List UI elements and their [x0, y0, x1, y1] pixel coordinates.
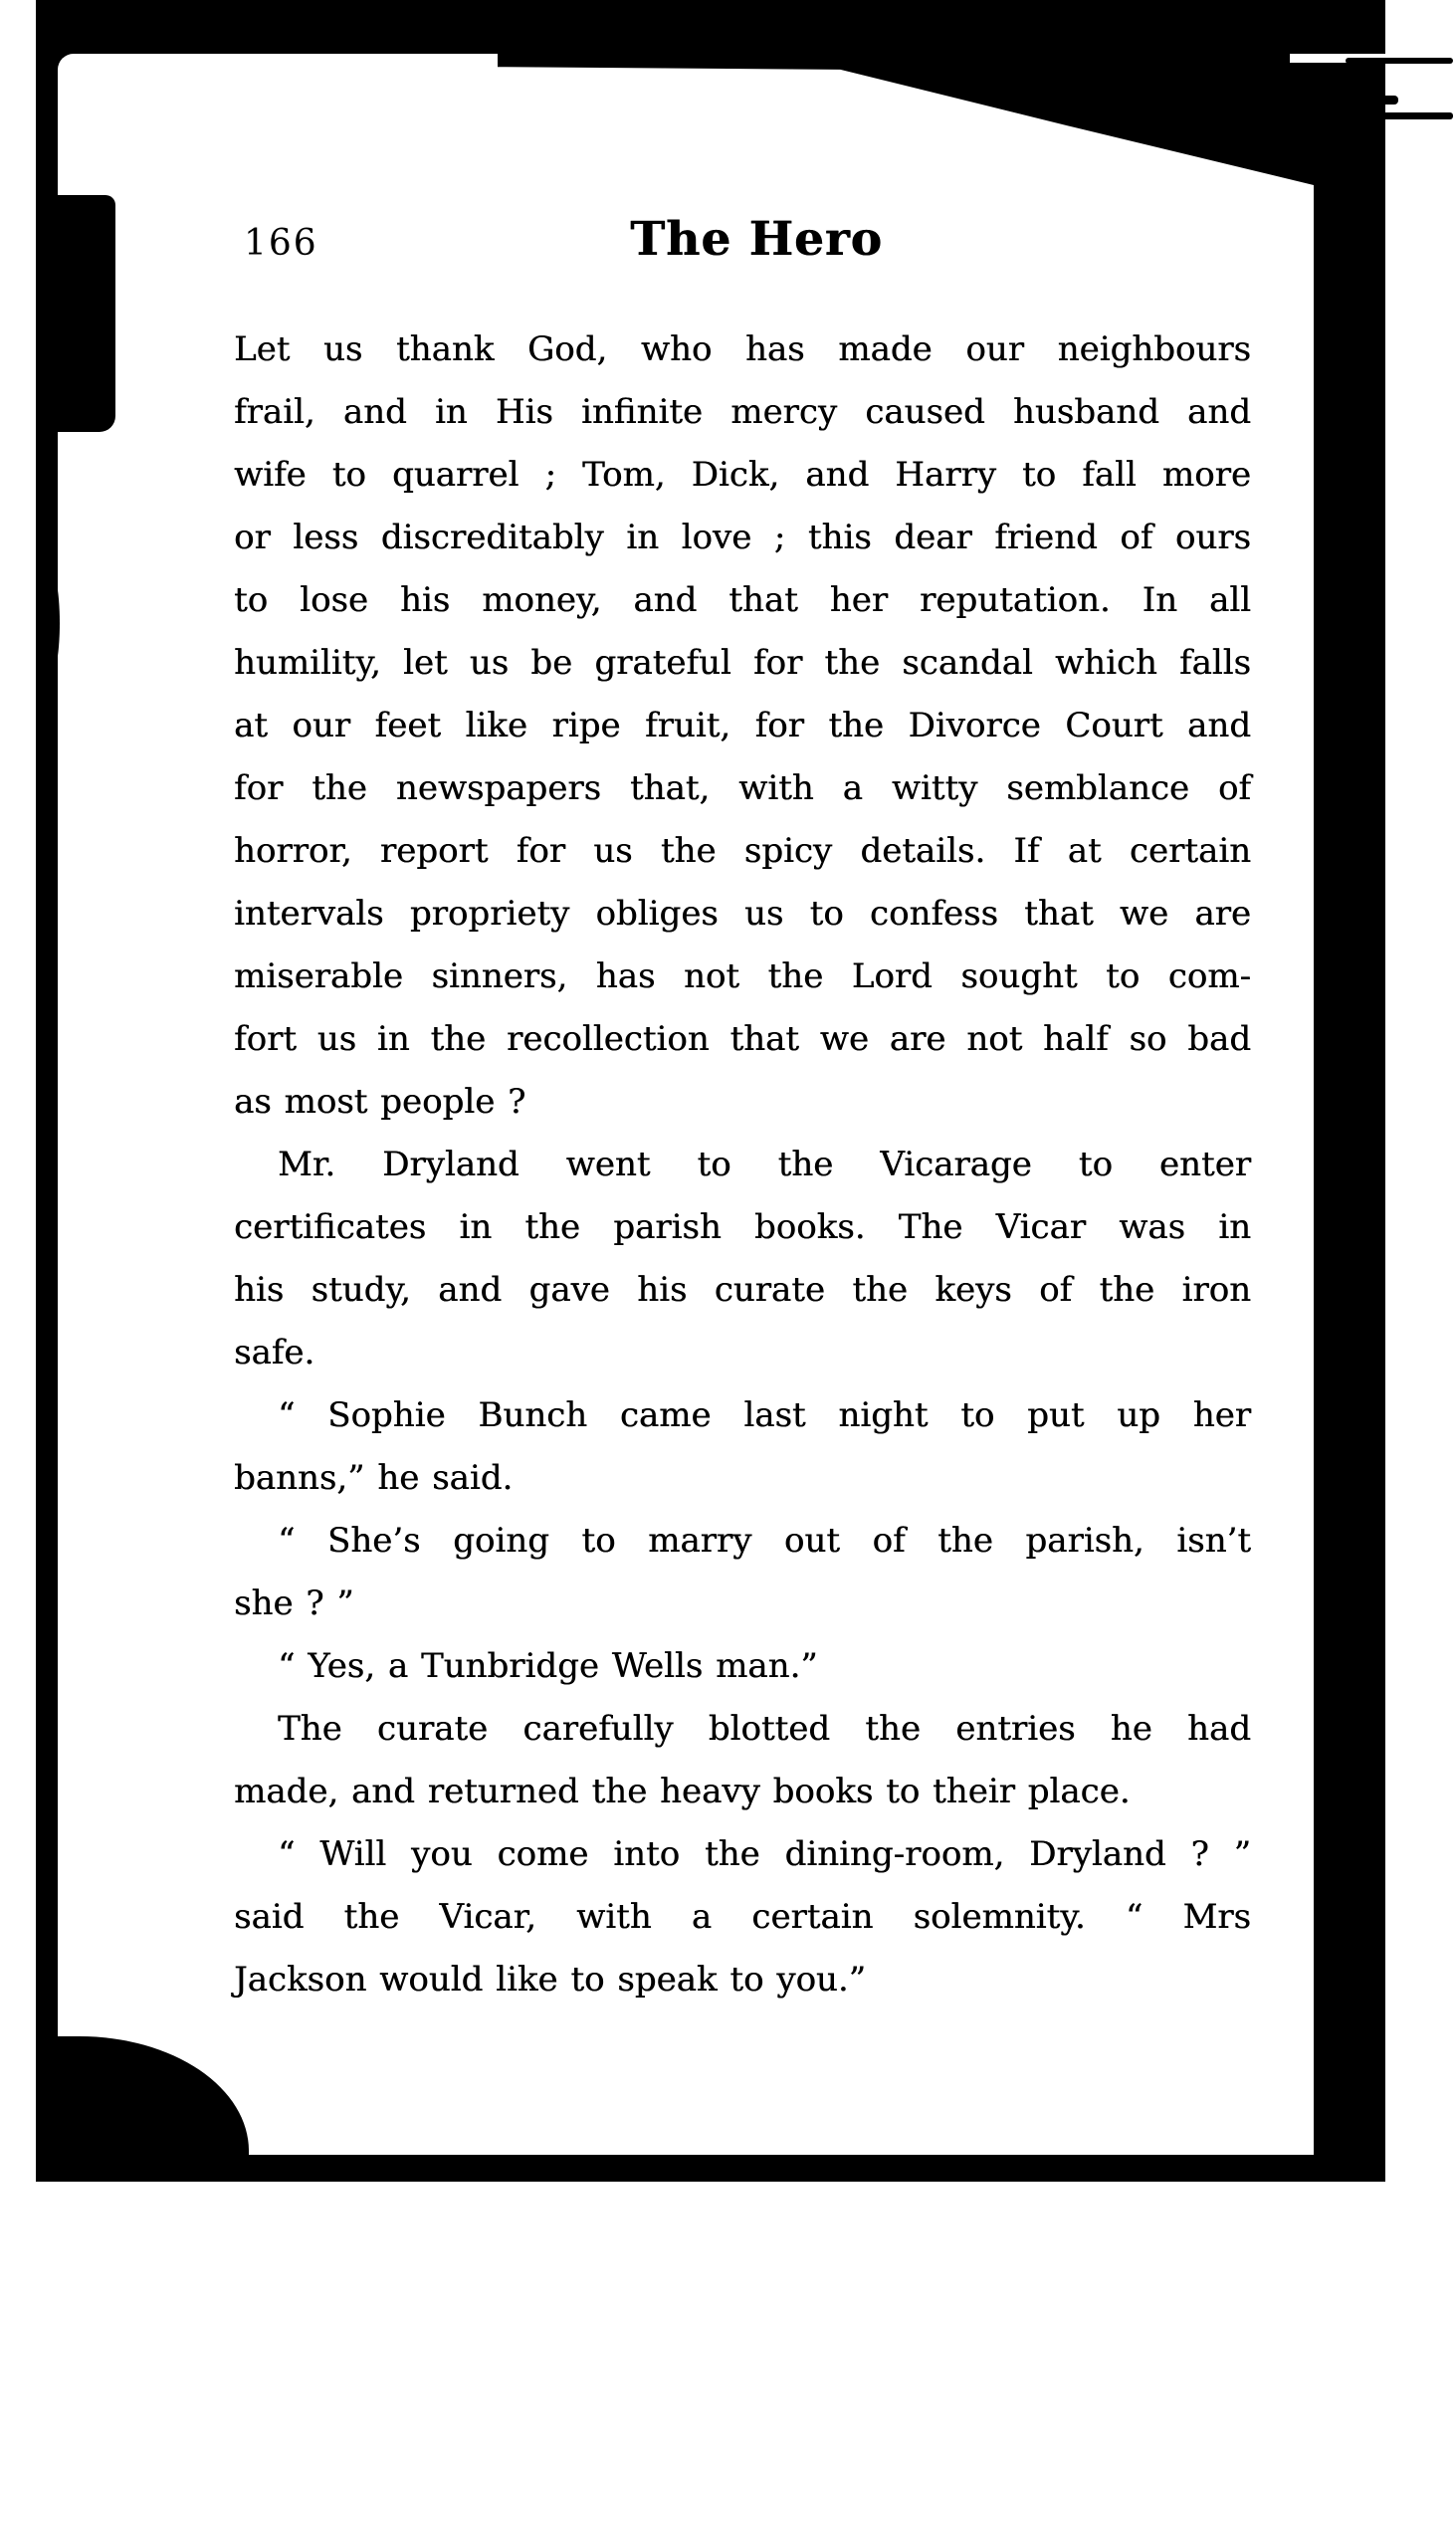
text-line: fort us in the recollection that we are not half so bad: [234, 1019, 1251, 1059]
text-line: she ? ”: [234, 1583, 354, 1623]
scan-artifact-left-blob: [36, 195, 115, 432]
text-line: miserable sinners, has not the Lord sought to com-: [234, 956, 1251, 996]
text-line: or less discreditably in love ; this dear friend of ours: [234, 518, 1251, 557]
text-line: “ Yes, a Tunbridge Wells man.”: [278, 1646, 818, 1686]
text-line: his study, and gave his curate the keys of the iron: [234, 1270, 1251, 1310]
text-line: “ She’s going to marry out of the parish, isn’t: [278, 1521, 1251, 1561]
scan-artifact-left-bump: [36, 563, 60, 683]
text-line: safe.: [234, 1333, 315, 1372]
text-line: certificates in the parish books. The Vicar was in: [234, 1207, 1251, 1247]
page-number: 166: [244, 223, 318, 264]
text-line: for the newspapers that, with a witty semblance of: [234, 768, 1251, 808]
text-line: frail, and in His infinite mercy caused husband and: [234, 392, 1251, 432]
text-line: Jackson would like to speak to you.”: [234, 1960, 867, 2000]
running-title: The Hero: [630, 212, 883, 267]
text-line: horror, report for us the spicy details. If at certain: [234, 831, 1251, 871]
text-line: intervals propriety obliges us to confess that we are: [234, 894, 1251, 934]
scan-artifact-dash: [1346, 58, 1453, 64]
text-line: Let us thank God, who has made our neighbours: [234, 329, 1251, 369]
scan-artifact-dash: [1224, 112, 1453, 119]
text-line: Mr. Dryland went to the Vicarage to enter: [278, 1145, 1251, 1184]
text-line: banns,” he said.: [234, 1458, 514, 1498]
body-text: [234, 318, 1251, 2011]
text-line: wife to quarrel ; Tom, Dick, and Harry to fall more: [234, 455, 1251, 495]
text-line: to lose his money, and that her reputation. In all: [234, 580, 1251, 620]
text-line: made, and returned the heavy books to their place.: [234, 1772, 1131, 1811]
text-line: humility, let us be grateful for the scandal which falls: [234, 643, 1251, 683]
text-line: “ Sophie Bunch came last night to put up her: [278, 1395, 1251, 1435]
text-line: at our feet like ripe fruit, for the Divorce Court and: [234, 706, 1251, 745]
text-line: as most people ?: [234, 1082, 526, 1122]
text-line: The curate carefully blotted the entries he had: [278, 1709, 1251, 1749]
scan-artifact-dash: [1135, 96, 1398, 105]
text-line: said the Vicar, with a certain solemnity. “ Mrs: [234, 1897, 1251, 1937]
text-line: “ Will you come into the dining-room, Dryland ? ”: [278, 1834, 1251, 1874]
